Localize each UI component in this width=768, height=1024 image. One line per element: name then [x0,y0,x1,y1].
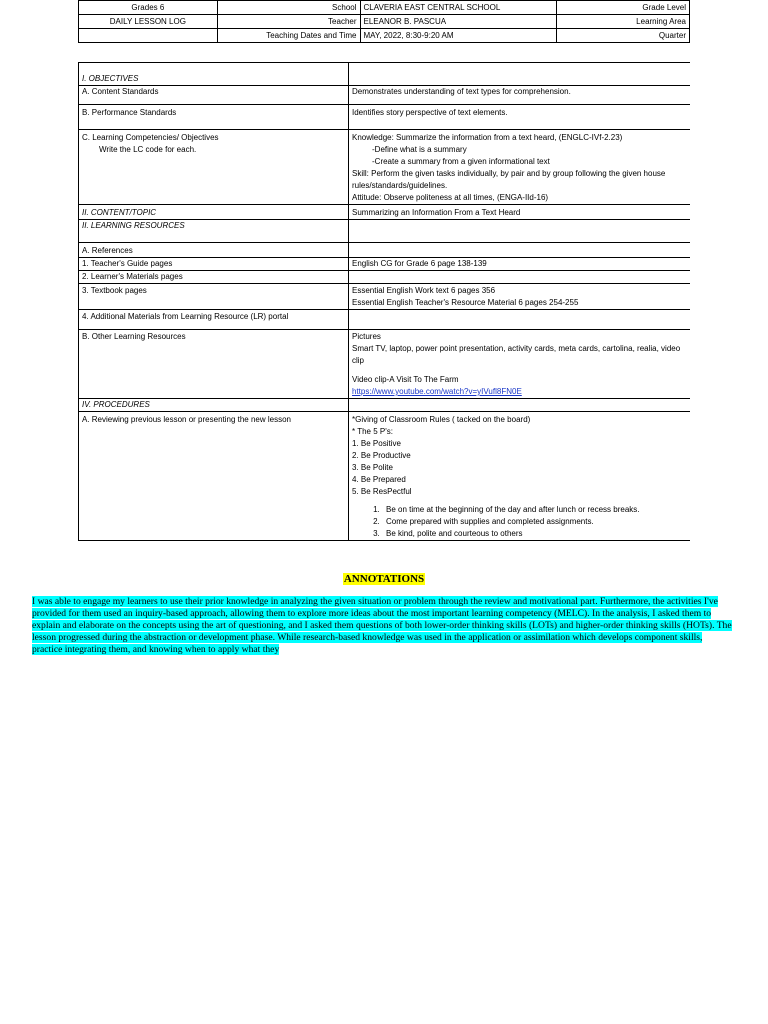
rule-item: 3. Be Polite [352,463,393,472]
competencies-value [349,130,691,205]
review-lesson-text: A. Reviewing previous lesson or presenting the new lesson [82,415,292,424]
blank-cell [349,399,691,412]
annotations-title-text: ANNOTATIONS [343,573,425,585]
annotations-text: I was able to engage my learners to use their prior knowledge in analyzing the given situation or problem through the review and motivational part. Furthermore, the activities I've provided for them used an inquiry-based approach, allowing them to explore more ideas about the most important learning competency (MELC). In the analysis, I asked them to explain and elaborate on the concepts using the art of questioning, and I asked them questions of both lower-order thinking skills (LOTs) and higher-order thinking skills (HOTs). The lesson progressed during the abstraction or development phase. While research-based knowledge was used in the application or assimilation which develops component skills, practice integrating them, and knowing when to apply what they [32,596,732,655]
teachers-guide-value: English CG for Grade 6 page 138-139 [349,258,691,271]
header-value: ELEANOR B. PASCUA [360,15,557,29]
video-clip-title: Video clip-A Visit To The Farm [352,375,459,384]
competencies-label: C. Learning Competencies/ Objectives [82,133,219,142]
header-value: MAY, 2022, 8:30-9:20 AM [360,29,557,43]
competency-sub: -Create a summary from a given informational text [372,157,550,166]
performance-standards-value: Identifies story perspective of text elements. [349,105,691,130]
other-resources-label: B. Other Learning Resources [79,330,349,399]
additional-materials-label: 4. Additional Materials from Learning Resource (LR) portal [79,310,349,330]
blank-cell [349,243,691,258]
video-link[interactable]: https://www.youtube.com/watch?v=yIVufl8FN0E [352,387,522,396]
header-value: CLAVERIA EAST CENTRAL SCHOOL [360,1,557,15]
list-item: 3. Be kind, polite and courteous to others [382,528,688,540]
header-right-label: Quarter [557,29,690,43]
learning-resources-heading: II. LEARNING RESOURCES [79,220,349,243]
blank-cell [349,310,691,330]
table-row [79,284,691,310]
rule-item: 2. Be Productive [352,451,411,460]
table-row [79,330,691,399]
blank-cell [349,271,691,284]
teachers-guide-label: 1. Teacher's Guide pages [79,258,349,271]
rule-item: 4. Be Prepared [352,475,406,484]
table-row [79,86,691,105]
blank-cell [79,29,218,43]
header-label: Teacher [217,15,360,29]
blank-cell [349,220,691,243]
lesson-table [78,62,690,541]
objectives-heading: I. OBJECTIVES [79,63,349,86]
table-row [79,271,691,284]
competency-sub: -Define what is a summary [372,145,467,154]
table-row [79,243,691,258]
header-right-label: Grade Level [557,1,690,15]
textbook-line: Essential English Teacher's Resource Material 6 pages 254-255 [352,298,579,307]
rules-subtitle: * The 5 P's: [352,427,393,436]
learners-materials-label: 2. Learner's Materials pages [79,271,349,284]
textbook-line: Essential English Work text 6 pages 356 [352,286,496,295]
table-row [79,399,691,412]
table-row [79,130,691,205]
competencies-note: Write the LC code for each. [99,145,197,154]
header-label: School [217,1,360,15]
rule-item: 5. Be ResPectful [352,487,412,496]
table-row [79,310,691,330]
rules-title: *Giving of Classroom Rules ( tacked on the board) [352,415,531,424]
grade-title-cell: Grades 6 [79,1,218,15]
header-table [78,0,690,43]
table-row [79,412,691,541]
competencies-cell [79,130,349,205]
competency-skill: Skill: Perform the given tasks individually, by pair and by group following the given house rules/standards/guidelines. [352,169,666,190]
other-resource-line: Smart TV, laptop, power point presentation, activity cards, meta cards, cartolina, realia, video clip [352,344,681,365]
annotations-body [32,596,732,656]
other-resources-value [349,330,691,399]
list-item: 1. Be on time at the beginning of the day and after lunch or recess breaks. [382,504,688,516]
blank-cell [349,63,691,86]
review-lesson-label [79,412,349,541]
lesson-table-container [78,62,690,544]
textbook-label: 3. Textbook pages [79,284,349,310]
content-topic-heading: II. CONTENT/TOPIC [79,205,349,220]
rule-item: 1. Be Positive [352,439,401,448]
content-topic-value: Summarizing an Information From a Text Heard [349,205,691,220]
table-row [79,105,691,130]
table-row [79,258,691,271]
performance-standards-label: B. Performance Standards [79,105,349,130]
lesson-log-title: DAILY LESSON LOG [79,15,218,29]
competency-attitude: Attitude: Observe politeness at all times, (ENGA-IId-16) [352,193,549,202]
textbook-value [349,284,691,310]
table-row [79,205,691,220]
list-item: 2. Come prepared with supplies and completed assignments. [382,516,688,528]
table-row [79,220,691,243]
annotations-title [0,573,768,585]
references-label: A. References [79,243,349,258]
content-standards-value: Demonstrates understanding of text types for comprehension. [349,86,691,105]
header-right-label: Learning Area [557,15,690,29]
header-label: Teaching Dates and Time [217,29,360,43]
review-lesson-value [349,412,691,541]
table-row [79,63,691,86]
competency-knowledge: Knowledge: Summarize the information from a text heard, (ENGLC-IVf-2.23) [352,133,623,142]
numbered-list [352,504,688,540]
other-resource-line: Pictures [352,332,381,341]
content-standards-label: A. Content Standards [79,86,349,105]
procedures-heading: IV. PROCEDURES [79,399,349,412]
